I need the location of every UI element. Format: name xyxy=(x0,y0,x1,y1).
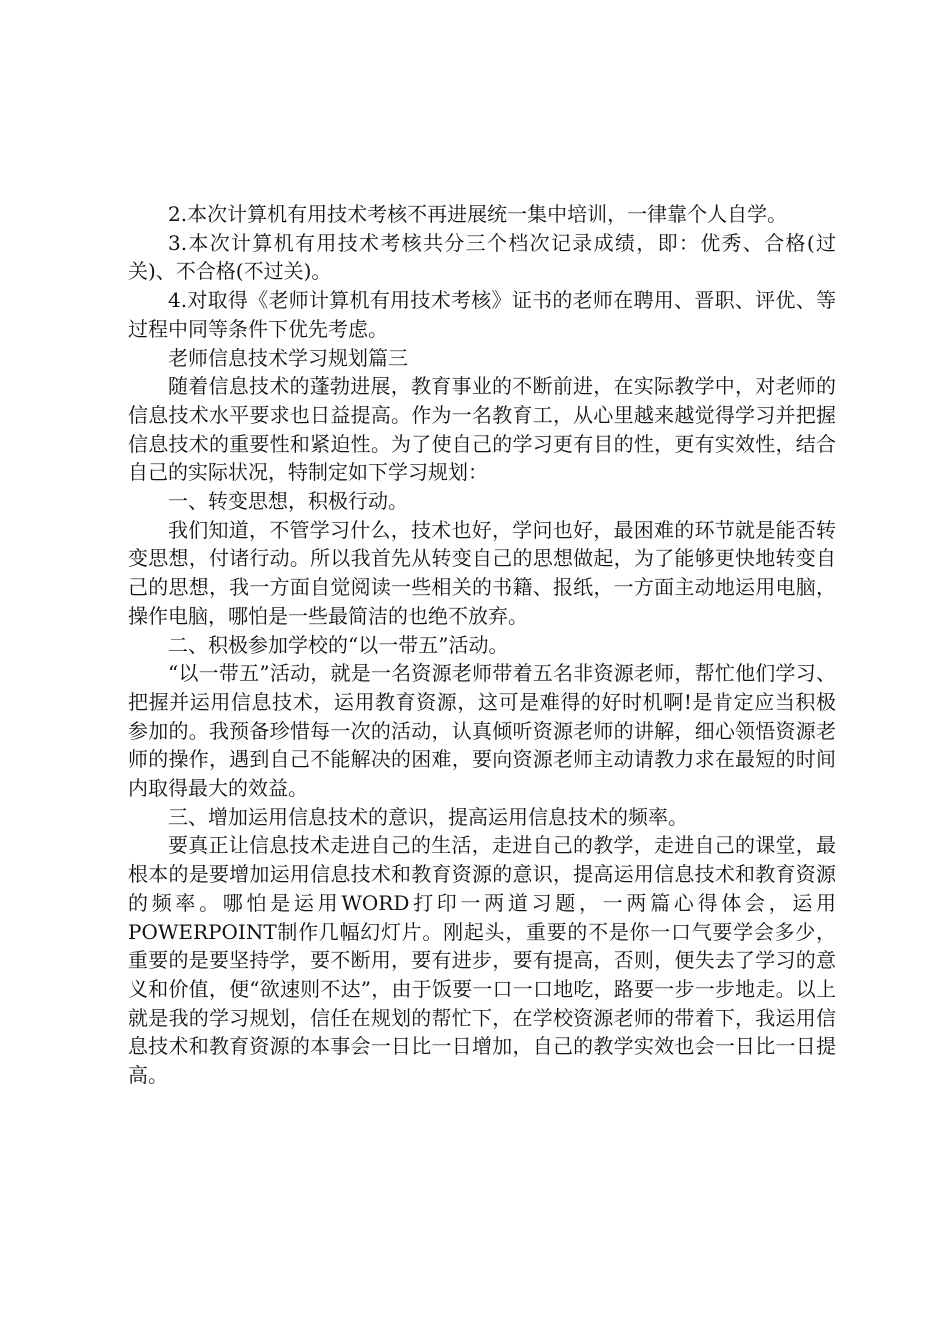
section-title: 老师信息技术学习规划篇三 xyxy=(168,345,408,370)
intro-paragraph: 随着信息技术的蓬勃进展，教育事业的不断前进，在实际教学中，对老师的信息技术水平要求也日益提高。作为一名教育工，从心里越来越觉得学习并把握信息技术的重要性和紧迫性。为了使自己的学习更有目的性，更有实效性，结合自己的实际状况，特制定如下学习规划： xyxy=(128,374,836,485)
paragraph-item-2: 2.本次计算机有用技术考核不再进展统一集中培训，一律靠个人自学。 xyxy=(168,202,788,226)
paragraph-item-4: 4.对取得《老师计算机有用技术考核》证书的老师在聘用、晋职、评优、等过程中同等条件下优先考虑。 xyxy=(128,288,836,341)
paragraph-two: “以一带五”活动，就是一名资源老师带着五名非资源老师，帮忙他们学习、把握并运用信息技术，运用教育资源，这可是难得的好时机啊!是肯定应当积极参加的。我预备珍惜每一次的活动，认真倾听资源老师的讲解，细心领悟资源老师的操作，遇到自己不能解决的困难，要向资源老师主动请教力求在最短的时间内取得最大的效益。 xyxy=(128,661,836,801)
paragraph-three: 要真正让信息技术走进自己的生活，走进自己的教学，走进自己的课堂，最根本的是要增加运用信息技术和教育资源的意识，提高运用信息技术和教育资源的频率。哪怕是运用WORD打印一两道习题，一两篇心得体会，运用POWERPOINT制作几幅幻灯片。刚起头，重要的不是你一口气要学会多少，重要的是要坚持学，要不断用，要有进步，要有提高，否则，便失去了学习的意义和价值，便“欲速则不达”，由于饭要一口一口地吃，路要一步一步地走。以上就是我的学习规划，信任在规划的帮忙下，在学校资源老师的带着下，我运用信息技术和教育资源的本事会一日比一日增加，自己的教学实效也会一日比一日提高。 xyxy=(128,833,836,1088)
heading-one: 一、转变思想，积极行动。 xyxy=(168,489,408,514)
paragraph-item-3: 3.本次计算机有用技术考核共分三个档次记录成绩，即：优秀、合格(过关)、不合格(不过关)。 xyxy=(128,230,836,284)
heading-two: 二、积极参加学校的“以一带五”活动。 xyxy=(168,632,509,657)
document-body xyxy=(128,200,836,1090)
heading-three: 三、增加运用信息技术的意识，提高运用信息技术的频率。 xyxy=(168,804,688,829)
paragraph-one: 我们知道，不管学习什么，技术也好，学问也好，最困难的环节就是能否转变思想，付诸行动。所以我首先从转变自己的思想做起，为了能够更快地转变自己的思想，我一方面自觉阅读一些相关的书籍、报纸，一方面主动地运用电脑，操作电脑，哪怕是一些最简洁的也绝不放弃。 xyxy=(128,517,836,628)
